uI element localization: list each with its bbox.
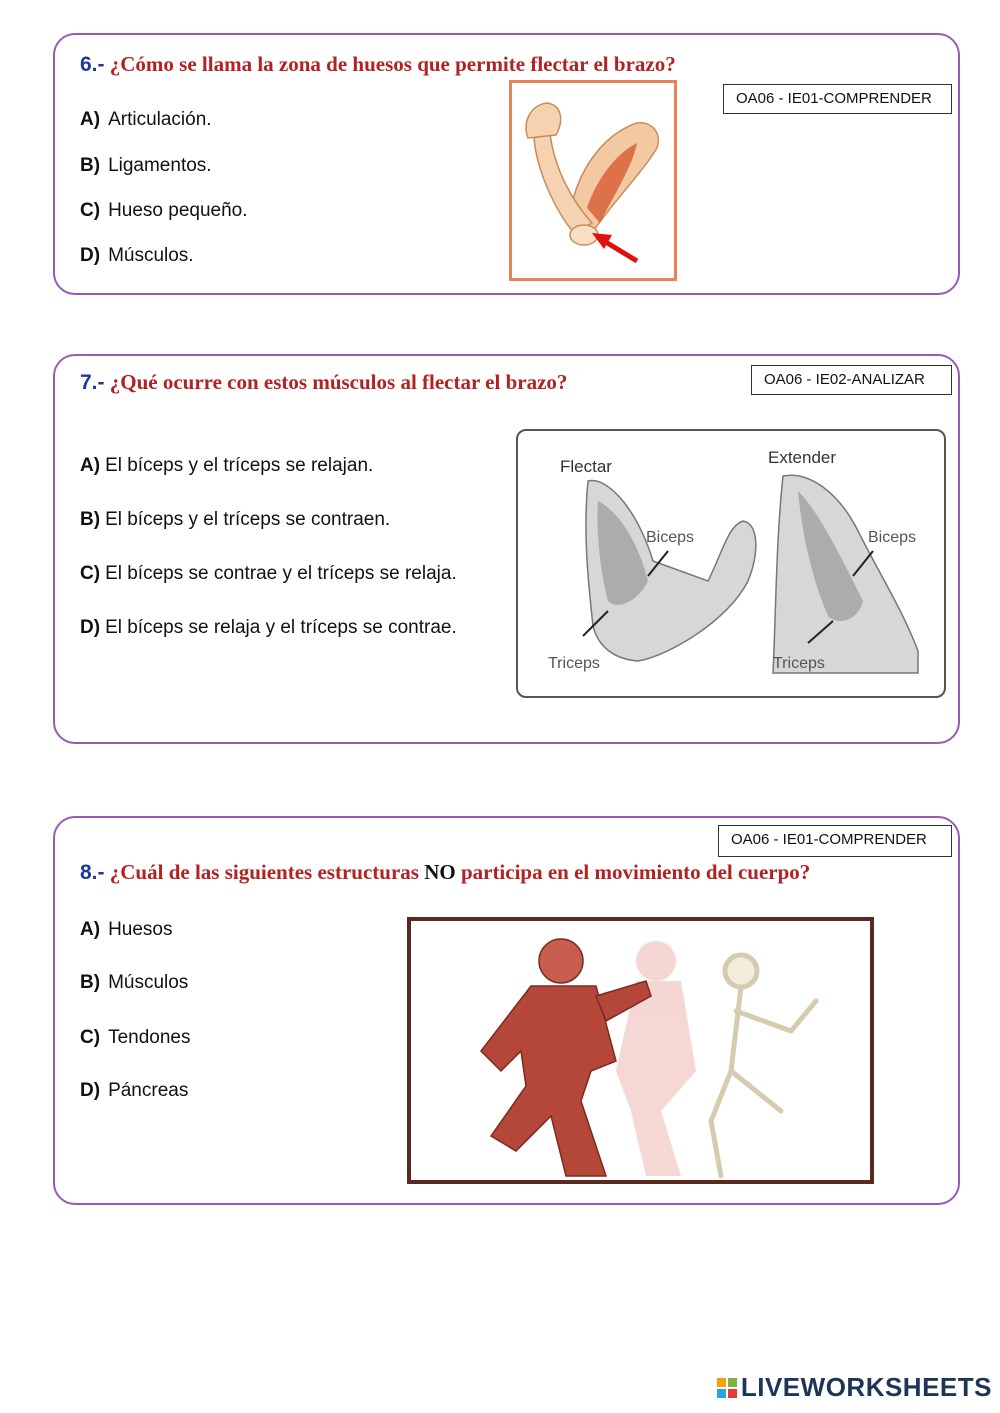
q8-option-c-text: Tendones — [108, 1027, 191, 1048]
q6-option-b-letter: B) — [80, 155, 101, 176]
q8-option-d[interactable] — [80, 1080, 188, 1102]
flectar-label: Flectar — [560, 457, 612, 476]
triceps-label-left: Triceps — [548, 655, 600, 672]
q6-option-d[interactable] — [80, 245, 194, 267]
q8-option-b-text: Músculos — [108, 972, 189, 993]
question-6-number: 6.- — [80, 53, 105, 76]
question-8-number: 8.- — [80, 861, 105, 884]
question-6-title — [80, 52, 676, 77]
liveworksheets-logo — [717, 1372, 992, 1403]
q7-option-b[interactable] — [80, 509, 390, 531]
q7-option-d-letter: D) — [80, 617, 101, 638]
q7-option-c-letter: C) — [80, 563, 101, 584]
q6-option-c-letter: C) — [80, 200, 101, 221]
question-6-text: ¿Cómo se llama la zona de huesos que permite flectar el brazo? — [109, 52, 676, 76]
arm-bones-image — [509, 80, 677, 281]
q7-option-a-letter: A) — [80, 455, 101, 476]
q6-option-b[interactable] — [80, 155, 212, 177]
q8-option-c-letter: C) — [80, 1027, 101, 1048]
q7-option-d[interactable] — [80, 617, 457, 639]
q8-option-b-letter: B) — [80, 972, 101, 993]
q6-option-a-text: Articulación. — [108, 109, 212, 130]
question-7-text: ¿Qué ocurre con estos músculos al flectar el brazo? — [109, 370, 568, 394]
q6-option-a[interactable] — [80, 109, 212, 131]
biceps-label-right: Biceps — [868, 529, 917, 546]
q6-option-b-text: Ligamentos. — [108, 155, 212, 176]
question-6-tag: OA06 - IE01-COMPRENDER — [723, 84, 952, 114]
question-8-no: NO — [424, 860, 456, 884]
q6-option-d-text: Músculos. — [108, 245, 194, 266]
biceps-label-left: Biceps — [646, 529, 695, 546]
q6-option-c-text: Hueso pequeño. — [108, 200, 248, 221]
q6-option-c[interactable] — [80, 200, 248, 222]
q8-option-b[interactable] — [80, 972, 188, 994]
q7-option-b-letter: B) — [80, 509, 101, 530]
question-8-title — [80, 860, 810, 885]
triceps-label-right: Triceps — [773, 655, 825, 672]
q7-option-d-text: El bíceps se relaja y el tríceps se contrae. — [105, 617, 457, 638]
q8-option-d-letter: D) — [80, 1080, 101, 1101]
body-movement-image — [407, 917, 874, 1184]
biceps-triceps-figure — [516, 429, 946, 698]
q7-option-a-text: El bíceps y el tríceps se relajan. — [105, 455, 374, 476]
question-8-text-part1: ¿Cuál de las siguientes estructuras — [109, 860, 419, 884]
q8-option-a-letter: A) — [80, 919, 101, 940]
q7-option-c-text: El bíceps se contrae y el tríceps se relaja. — [105, 563, 457, 584]
q8-option-a-text: Huesos — [108, 919, 173, 940]
q6-option-d-letter: D) — [80, 245, 101, 266]
q7-option-a[interactable] — [80, 455, 373, 477]
question-7-title — [80, 370, 567, 395]
question-7-number: 7.- — [80, 371, 105, 394]
arm-illustration — [512, 83, 674, 278]
liveworksheets-logo-mark — [717, 1378, 737, 1398]
running-figures-illustration — [411, 921, 870, 1180]
q7-option-b-text: El bíceps y el tríceps se contraen. — [105, 509, 391, 530]
q6-option-a-letter: A) — [80, 109, 101, 130]
q8-option-a[interactable] — [80, 919, 172, 941]
question-7-tag: OA06 - IE02-ANALIZAR — [751, 365, 952, 395]
q8-option-c[interactable] — [80, 1027, 190, 1049]
liveworksheets-logo-text: LIVEWORKSHEETS — [740, 1372, 992, 1402]
question-8-text-part2: participa en el movimiento del cuerpo? — [460, 860, 811, 884]
question-8-tag: OA06 - IE01-COMPRENDER — [718, 825, 952, 857]
q7-option-c[interactable] — [80, 563, 457, 585]
extender-label: Extender — [768, 448, 837, 467]
q8-option-d-text: Páncreas — [108, 1080, 189, 1101]
